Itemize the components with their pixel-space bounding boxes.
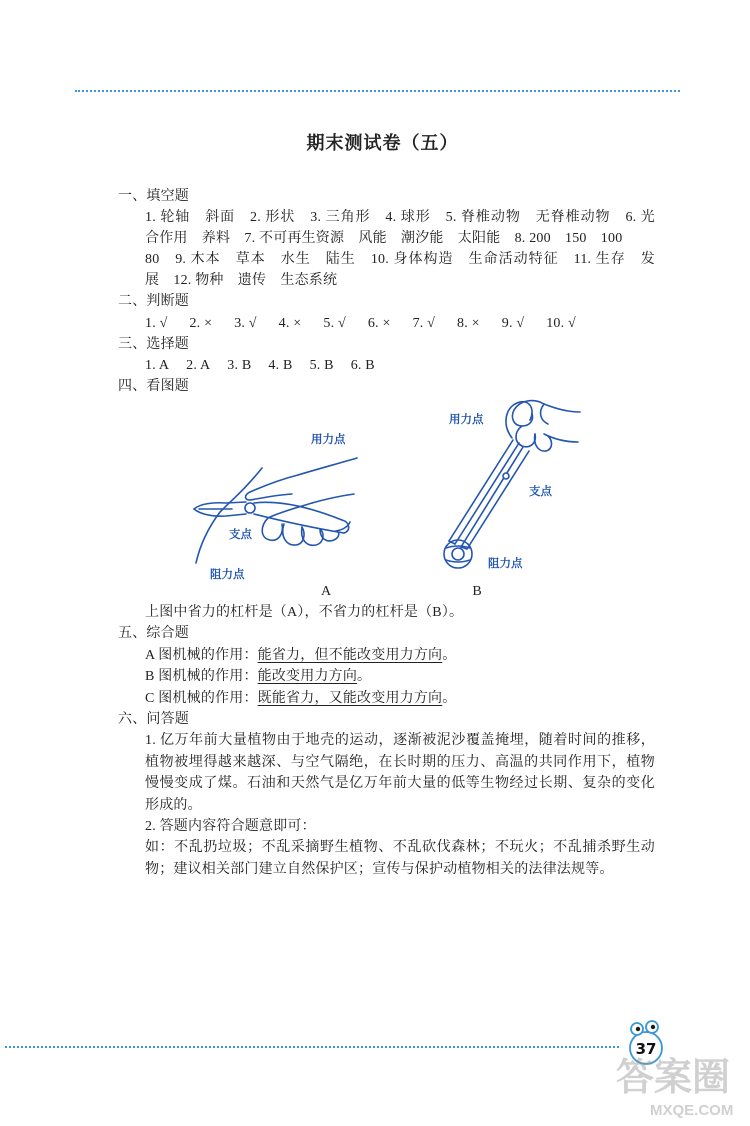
comprehensive-item: [145, 645, 655, 666]
multiple-choice-answer: 3. B: [227, 357, 252, 373]
tongs-arm-outline: [461, 447, 523, 547]
figure-b-effort-label: 用力点: [449, 412, 484, 426]
comprehensive-item-label: B 图机械的作用：: [145, 669, 258, 685]
multiple-choice-answer: 6. B: [350, 357, 375, 373]
true-false-answer: 6. ×: [367, 315, 391, 331]
watermark-url: MXQE.COM: [650, 1102, 734, 1119]
multiple-choice-answer: 2. A: [186, 357, 211, 373]
comprehensive-item: [145, 688, 655, 709]
comprehensive-item-end: 。: [357, 669, 372, 685]
finger-outline: [283, 524, 304, 545]
multiple-choice-answers: [145, 355, 655, 376]
section-heading-true-false: 二、判断题: [118, 294, 189, 310]
figure-a-fulcrum-label: 支点: [229, 527, 252, 541]
ball-outline: [444, 540, 472, 568]
arm-bottom-outline: [312, 494, 354, 503]
qa-answer-1-line: 形成的。: [145, 797, 202, 813]
true-false-answer: 4. ×: [278, 315, 302, 331]
jaw-upper-outline: [194, 502, 246, 509]
comprehensive-item-end: 。: [442, 647, 457, 663]
page-title: 期末测试卷（五）: [306, 133, 459, 154]
lever-figure: [180, 395, 600, 605]
handle-lower-outline: [254, 514, 344, 533]
figure-b-tongs-illustration: [444, 401, 580, 599]
section-heading-qa: 六、问答题: [118, 711, 189, 727]
figure-a-load-label: 阻力点: [210, 567, 245, 581]
top-dotted-rule: [75, 90, 680, 92]
finger-outline: [262, 518, 282, 540]
comprehensive-item-answer: 能改变用力方向: [257, 669, 358, 685]
comprehensive-item-end: 。: [442, 690, 457, 706]
comprehensive-item-answer: 能省力，但不能改变用力方向: [257, 647, 443, 663]
comprehensive-item-label: A 图机械的作用：: [145, 647, 258, 663]
figure-a-caption: A: [320, 584, 332, 599]
answer-block-lower: [118, 602, 663, 880]
qa-answer-1-line: 慢慢变成了煤。石油和天然气是亿万年前大量的低等生物经过长期、复杂的变化: [145, 776, 655, 792]
qa-answer-2-line: 2. 答题内容符合题意即可：: [145, 818, 316, 834]
true-false-answer: 5. √: [323, 315, 346, 331]
page-number: 37: [635, 1040, 657, 1058]
watermark-logo-text: 答案圈: [616, 1055, 731, 1099]
answer-block-upper: [118, 186, 663, 397]
thumb-outline: [541, 404, 548, 424]
figure-a-effort-label: 用力点: [311, 432, 346, 446]
qa-answer-1-line: 1. 亿万年前大量植物由于地壳的运动，逐渐被泥沙覆盖掩埋，随着时间的推移，: [145, 733, 655, 749]
picture-question-answer: 上图中省力的杠杆是（A），不省力的杠杆是（B）。: [145, 605, 464, 620]
finger-outline: [535, 434, 552, 451]
multiple-choice-answer: 1. A: [145, 357, 170, 373]
true-false-answers: [145, 313, 655, 334]
fill-blank-line: 80 9. 木本 草本 水生 陆生 10. 身体构造 生命活动特征 11. 生存 发: [145, 252, 655, 268]
true-false-answer: 2. ×: [189, 315, 213, 331]
arm-top-outline: [298, 458, 357, 475]
true-false-answer: 9. √: [501, 315, 525, 331]
tongs-arm-outline: [455, 443, 519, 544]
thumb-bottom-outline: [250, 494, 292, 500]
tongs-hinge-loop: [506, 402, 532, 438]
finger-outline: [516, 426, 535, 447]
fill-blank-line: 1. 轮轴 斜面 2. 形状 3. 三角形 4. 球形 5. 脊椎动物 无脊椎动物 6. 光: [145, 210, 655, 226]
qa-answer-2-line: 物；建议相关部门建立自然保护区；宣传与保护动植物相关的法律法规等。: [145, 861, 614, 877]
section-heading-picture-question: 四、看图题: [118, 378, 189, 394]
comprehensive-item: [145, 666, 655, 687]
figure-b-caption: B: [472, 584, 482, 599]
true-false-answer: 7. √: [412, 315, 436, 331]
bottom-dotted-rule: [5, 1046, 619, 1048]
fill-blank-line: 合作用 养料 7. 不可再生资源 风能 潮汐能 太阳能 8. 200 150 100: [145, 231, 623, 247]
figure-a-pliers-illustration: [194, 432, 357, 599]
section-heading-fill-blank: 一、填空题: [118, 189, 189, 204]
tongs-joint-icon: [503, 473, 509, 479]
multiple-choice-answer: 4. B: [268, 357, 293, 373]
true-false-answer: 3. √: [234, 315, 257, 331]
arm-top-outline: [544, 404, 580, 412]
figure-b-load-label: 阻力点: [488, 556, 523, 570]
true-false-answer: 1. √: [145, 315, 168, 331]
section-heading-multiple-choice: 三、选择题: [118, 336, 189, 352]
ball-inner-outline: [452, 548, 464, 560]
figure-a-pliers-drawing: [194, 502, 349, 533]
true-false-answer: 10. √: [546, 315, 576, 331]
comprehensive-item-answer: 既能省力，又能改变用力方向: [257, 690, 443, 706]
tongs-arm-outline: [467, 451, 529, 549]
true-false-answer: 8. ×: [457, 315, 480, 331]
figure-b-hand-drawing: [512, 401, 580, 451]
figure-b-fulcrum-label: 支点: [529, 484, 552, 498]
qa-answer-1-line: 植物被埋得越来越深、与空气隔绝，在长时期的压力、高温的共同作用下，植物: [145, 754, 655, 770]
multiple-choice-answer: 5. B: [309, 357, 334, 373]
qa-answer-2-line: 如：不乱扔垃圾；不乱采摘野生植物、不乱砍伐森林；不玩火；不乱捕杀野生动: [145, 840, 655, 856]
pliers-pivot-icon: [245, 503, 255, 513]
comprehensive-item-label: C 图机械的作用：: [145, 690, 258, 706]
figure-b-ball-drawing: [444, 540, 472, 568]
fill-blank-line: 展 12. 物种 遗传 生态系统: [145, 273, 338, 289]
section-heading-comprehensive: 五、综合题: [118, 626, 189, 642]
